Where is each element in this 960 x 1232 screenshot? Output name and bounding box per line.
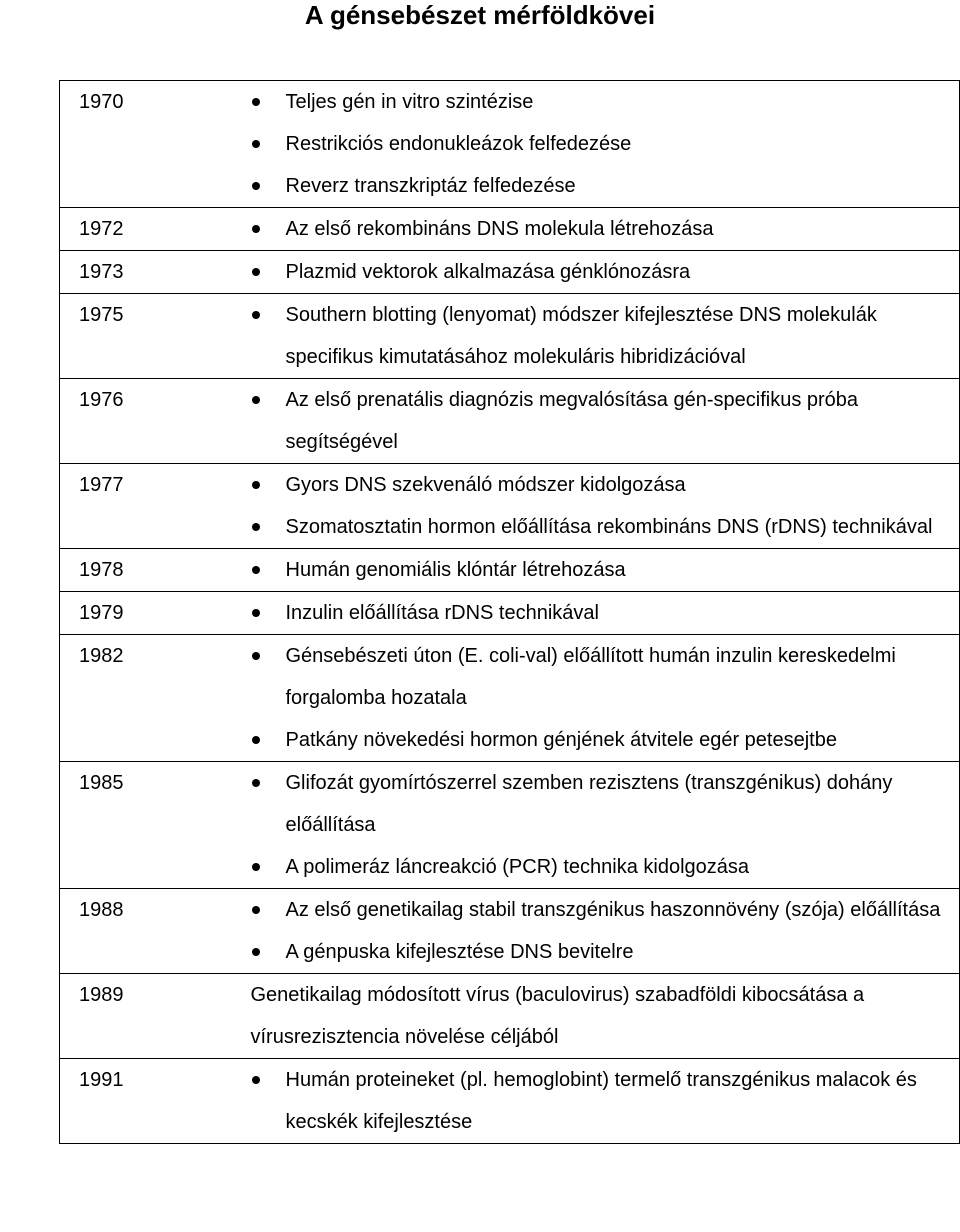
item-text: Szomatosztatin hormon előállítása rekombináns DNS (rDNS) technikával	[285, 516, 933, 538]
item-text: Plazmid vektorok alkalmazása génklónozásra	[285, 261, 691, 283]
list-item	[246, 889, 960, 931]
item-text: Gyors DNS szekvenáló módszer kidolgozása	[285, 474, 686, 496]
events-cell	[246, 251, 960, 294]
list-item	[246, 379, 960, 463]
year-cell: 1978	[60, 549, 246, 592]
table-row	[60, 592, 960, 635]
events-cell	[246, 379, 960, 464]
bullet-icon	[252, 779, 260, 787]
item-text: A polimeráz láncreakció (PCR) technika kidolgozása	[285, 856, 750, 878]
list-item	[246, 1059, 960, 1143]
events-cell	[246, 294, 960, 379]
list-item	[246, 81, 960, 123]
events-cell	[246, 974, 960, 1059]
item-text: Génsebészeti úton (E. coli-val) előállított humán inzulin kereskedelmi forgalomba hozatala	[285, 645, 896, 709]
bullet-icon	[252, 948, 260, 956]
bullet-icon	[252, 906, 260, 914]
bullet-icon	[252, 311, 260, 319]
list-item	[246, 165, 960, 207]
year-cell: 1982	[60, 635, 246, 762]
bullet-icon	[252, 481, 260, 489]
item-text: Glifozát gyomírtószerrel szemben rezisztens (transzgénikus) dohány előállítása	[285, 772, 893, 836]
list-item	[246, 719, 960, 761]
table-row	[60, 974, 960, 1059]
table-row	[60, 208, 960, 251]
bullet-icon	[252, 566, 260, 574]
item-text: Humán genomiális klóntár létrehozása	[285, 559, 626, 581]
bullet-icon	[252, 609, 260, 617]
events-cell	[246, 81, 960, 208]
list-item	[246, 123, 960, 165]
page-title: A génsebészet mérföldkövei	[304, 0, 656, 30]
item-text: Az első prenatális diagnózis megvalósítása gén-specifikus próba segítségével	[285, 389, 859, 453]
events-cell	[246, 208, 960, 251]
list-item	[246, 464, 960, 506]
year-cell: 1977	[60, 464, 246, 549]
bullet-icon	[252, 1076, 260, 1084]
table-row	[60, 251, 960, 294]
year-cell: 1989	[60, 974, 246, 1059]
list-item	[246, 762, 960, 846]
table-row	[60, 81, 960, 208]
year-cell: 1970	[60, 81, 246, 208]
bullet-icon	[252, 736, 260, 744]
events-cell	[246, 592, 960, 635]
item-text: Az első genetikailag stabil transzgénikus haszonnövény (szója) előállítása	[285, 899, 941, 921]
item-text: Inzulin előállítása rDNS technikával	[285, 602, 599, 624]
item-text: A génpuska kifejlesztése DNS bevitelre	[285, 941, 634, 963]
bullet-icon	[252, 268, 260, 276]
year-cell: 1979	[60, 592, 246, 635]
events-cell	[246, 762, 960, 889]
table-row	[60, 762, 960, 889]
list-item	[246, 592, 960, 634]
table-row	[60, 1059, 960, 1144]
list-item	[246, 931, 960, 973]
table-row	[60, 549, 960, 592]
bullet-icon	[252, 182, 260, 190]
list-item	[246, 506, 960, 548]
list-item	[246, 294, 960, 378]
year-cell: 1972	[60, 208, 246, 251]
item-text: Reverz transzkriptáz felfedezése	[285, 175, 576, 197]
list-item	[246, 208, 960, 250]
item-text: Humán proteineket (pl. hemoglobint) termelő transzgénikus malacok és kecskék kifejlesztése	[285, 1069, 917, 1133]
year-cell: 1973	[60, 251, 246, 294]
bullet-icon	[252, 523, 260, 531]
item-text: Patkány növekedési hormon génjének átvitele egér petesejtbe	[285, 729, 837, 751]
table-row	[60, 379, 960, 464]
bullet-icon	[252, 140, 260, 148]
table-row	[60, 635, 960, 762]
item-text: Teljes gén in vitro szintézise	[285, 91, 534, 113]
bullet-icon	[252, 225, 260, 233]
year-cell: 1991	[60, 1059, 246, 1144]
list-item	[246, 251, 960, 293]
table-row	[60, 464, 960, 549]
events-cell	[246, 1059, 960, 1144]
list-item	[246, 635, 960, 719]
item-text: Southern blotting (lenyomat) módszer kifejlesztése DNS molekulák specifikus kimutatásához molekuláris hibridizációval	[285, 304, 877, 368]
bullet-icon	[252, 652, 260, 660]
year-cell: 1975	[60, 294, 246, 379]
list-item	[246, 846, 960, 888]
table-row	[60, 889, 960, 974]
milestones-table	[59, 80, 960, 1144]
item-text: Restrikciós endonukleázok felfedezése	[285, 133, 632, 155]
item-text: Az első rekombináns DNS molekula létrehozása	[285, 218, 714, 240]
bullet-icon	[252, 863, 260, 871]
events-cell	[246, 635, 960, 762]
events-cell	[246, 464, 960, 549]
item-text: Genetikailag módosított vírus (baculovirus) szabadföldi kibocsátása a vírusrezisztencia növelése céljából	[250, 984, 865, 1048]
events-cell	[246, 889, 960, 974]
year-cell: 1985	[60, 762, 246, 889]
bullet-icon	[252, 396, 260, 404]
list-item	[246, 549, 960, 591]
year-cell: 1976	[60, 379, 246, 464]
bullet-icon	[252, 98, 260, 106]
events-cell	[246, 549, 960, 592]
year-cell: 1988	[60, 889, 246, 974]
table-row	[60, 294, 960, 379]
